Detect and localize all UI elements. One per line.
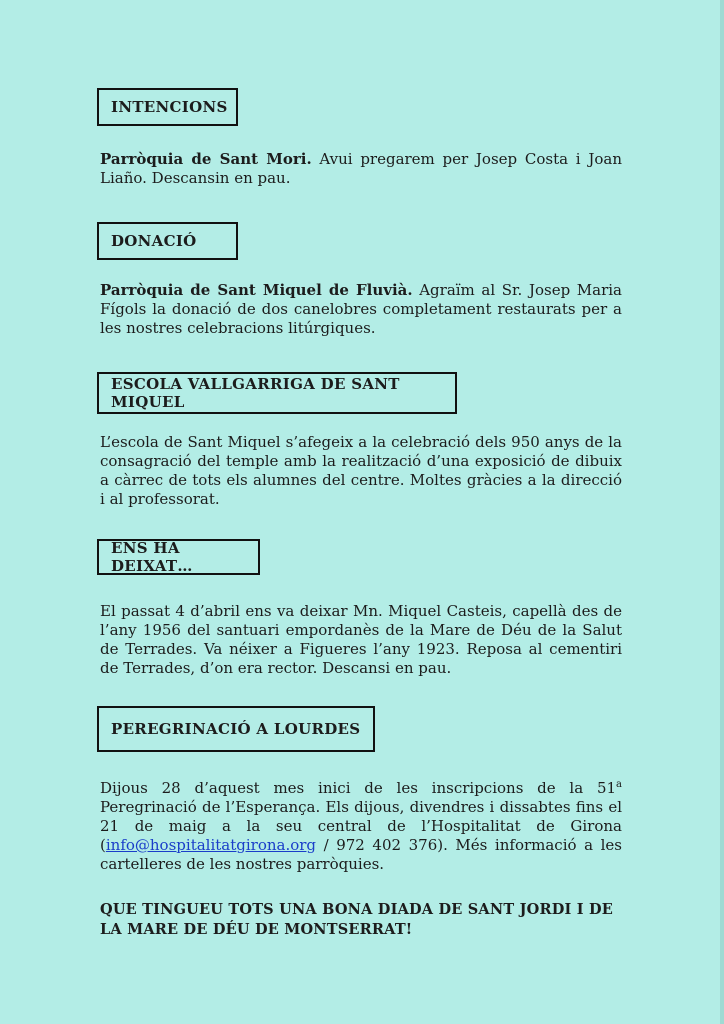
- intencions-paragraph: [100, 150, 622, 188]
- lourdes-paragraph: [100, 775, 622, 874]
- parish-name: Parròquia de Sant Mori.: [100, 150, 312, 168]
- heading-text: PEREGRINACIÓ A LOURDES: [111, 720, 361, 738]
- paragraph-text: / 972 402 376). Més informació a les cartelleres de les nostres parròquies.: [100, 836, 622, 873]
- email-link[interactable]: info@hospitalitatgirona.org: [105, 836, 317, 854]
- ordinal-superscript: a: [616, 779, 622, 790]
- section-heading-deixat: [97, 539, 260, 575]
- donacio-paragraph: [100, 281, 622, 338]
- parish-name: Parròquia de Sant Miquel de Fluvià.: [100, 281, 413, 299]
- section-heading-donacio: [97, 222, 238, 260]
- heading-text: DONACIÓ: [111, 232, 197, 250]
- paragraph-text: Peregrinació de l’Esperança. Els dijous, divendres i dissabtes fins el 21 de maig a la seu central de l’Hospitalitat de Girona (: [100, 798, 622, 854]
- heading-text: INTENCIONS: [111, 98, 228, 116]
- paragraph-text: Dijous 28 d’aquest mes inici de les inscripcions de la 51: [100, 779, 617, 797]
- page-edge: [720, 0, 724, 1024]
- heading-text: ENS HA DEIXAT…: [111, 539, 193, 575]
- heading-text: ESCOLA VALLGARRIGA DE SANT MIQUEL: [111, 375, 400, 411]
- paragraph-text: Agraïm al Sr. Josep Maria Fígols la donació de dos canelobres completament restaurats per a les nostres celebracions litúrgiques.: [100, 281, 623, 337]
- paragraph-text: Avui pregarem per Josep Costa i Joan Liaño. Descansin en pau.: [100, 150, 622, 187]
- section-heading-intencions: [97, 88, 238, 126]
- section-heading-lourdes: [97, 706, 375, 752]
- deixat-paragraph: El passat 4 d’abril ens va deixar Mn. Miquel Casteis, capellà des de l’any 1956 del santuari empordanès de la Mare de Déu de la Salut de Terrades. Va néixer a Figueres l’any 1923. Reposa al cementiri de Terrades, d’on era rector. Descansi en pau.: [100, 602, 622, 677]
- section-heading-escola: [97, 372, 457, 414]
- closing-message: QUE TINGUEU TOTS UNA BONA DIADA DE SANT JORDI I DE LA MARE DE DÉU DE MONTSERRAT!: [100, 901, 613, 938]
- escola-paragraph: L’escola de Sant Miquel s’afegeix a la celebració dels 950 anys de la consagració del temple amb la realització d’una exposició de dibuix a càrrec de tots els alumnes del centre. Moltes gràcies a la direcció i al professorat.: [100, 433, 622, 508]
